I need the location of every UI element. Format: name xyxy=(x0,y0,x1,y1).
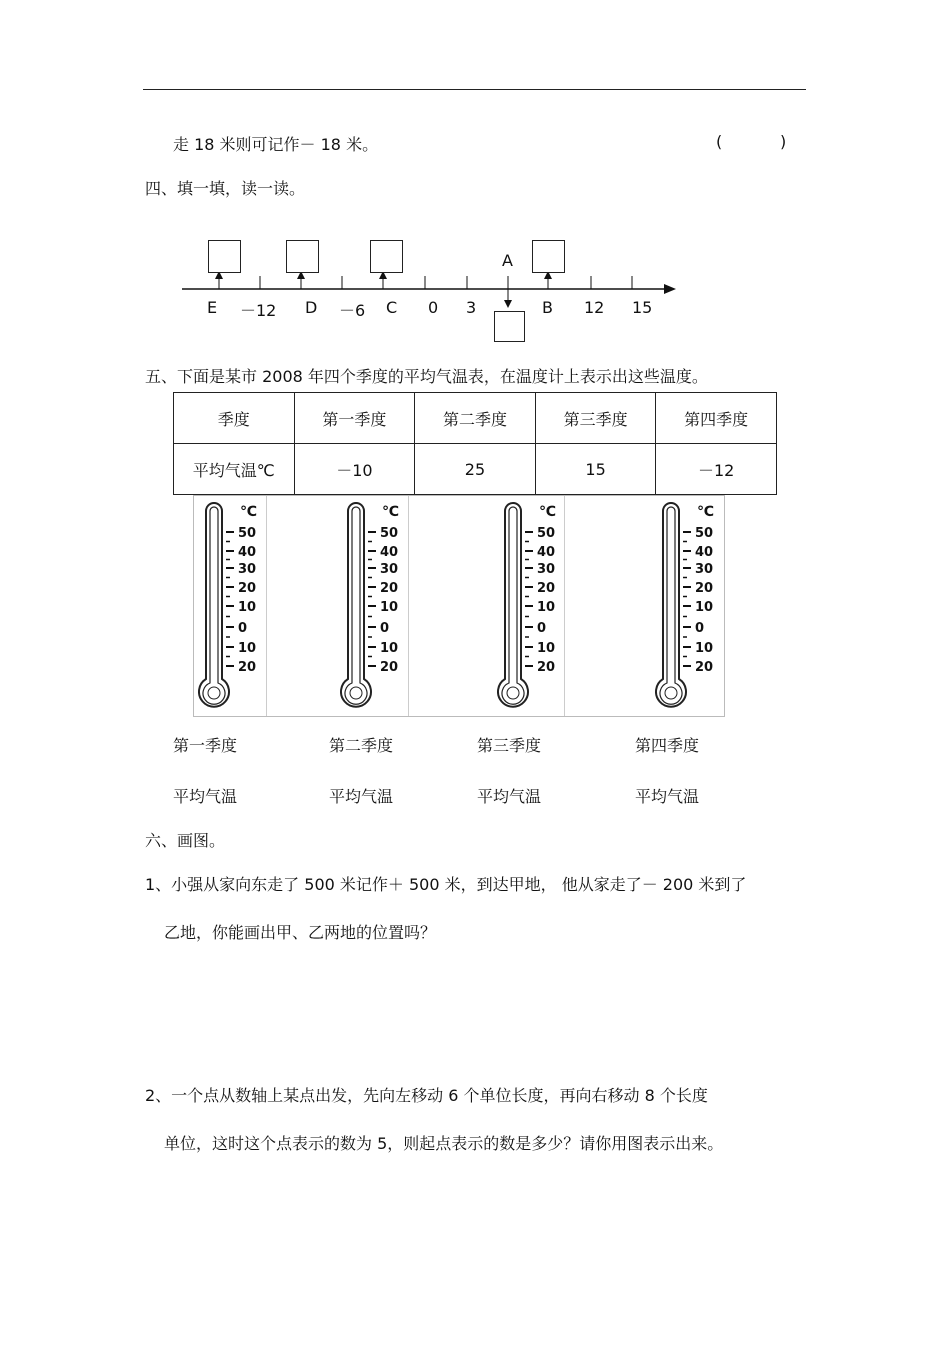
label-12: 12 xyxy=(584,298,605,317)
thermometer-scale-label: 40 xyxy=(695,545,714,560)
label-0: 0 xyxy=(428,298,439,317)
section5-title: 五、下面是某市 2008 年四个季度的平均气温表，在温度计上表示出这些温度。 xyxy=(145,367,708,386)
thermometer-scale-label: 50 xyxy=(380,526,399,541)
table-cell: －10 xyxy=(294,444,415,495)
thermometer-scale-label: 0 xyxy=(537,621,547,636)
thermometer-scale-label: 30 xyxy=(537,562,556,577)
answer-box-B[interactable] xyxy=(532,240,565,273)
thermometer-4[interactable] xyxy=(655,497,725,717)
answer-box-E[interactable] xyxy=(208,240,241,273)
temperature-table xyxy=(173,392,777,495)
thermometer-scale-label: 10 xyxy=(380,641,399,656)
section6-title: 六、画图。 xyxy=(145,831,226,850)
thermometer-scale-label: 20 xyxy=(537,581,556,596)
thermometer-scale-label: 30 xyxy=(695,562,714,577)
thermometer-unit: ℃ xyxy=(382,504,399,520)
thermometer-scale-label: 40 xyxy=(537,545,556,560)
caption-label: 平均气温 xyxy=(329,787,394,806)
label-B: B xyxy=(542,298,553,317)
answer-box-D[interactable] xyxy=(286,240,319,273)
continued-statement: 走 18 米则可记作－ 18 米。 xyxy=(173,135,379,154)
thermometer-unit: ℃ xyxy=(240,504,257,520)
thermometer-scale-label: 40 xyxy=(380,545,399,560)
thermometer-1[interactable] xyxy=(198,497,268,717)
label-C: C xyxy=(386,298,398,317)
table-cell: 平均气温℃ xyxy=(174,444,295,495)
number-line xyxy=(175,232,685,342)
question1-line1: 1、小强从家向东走了 500 米记作＋ 500 米，到达甲地， 他从家走了－ 200 米到了 xyxy=(145,875,747,894)
thermometer-unit: ℃ xyxy=(697,504,714,520)
table-cell: 第四季度 xyxy=(656,393,777,444)
caption-label: 平均气温 xyxy=(635,787,700,806)
table-row xyxy=(174,444,777,495)
thermometer-scale-label: 0 xyxy=(380,621,390,636)
table-cell: －12 xyxy=(656,444,777,495)
thermometer-scale-label: 0 xyxy=(238,621,248,636)
thermometer-scale-label: 10 xyxy=(380,600,399,615)
thermometer-scale-label: 20 xyxy=(695,581,714,596)
table-header-row xyxy=(174,393,777,444)
label-minus-12: －12 xyxy=(240,301,277,320)
caption-season: 第三季度 xyxy=(477,736,542,755)
thermometer-scale-label: 50 xyxy=(537,526,556,541)
table-cell: 15 xyxy=(535,444,656,495)
table-cell: 第三季度 xyxy=(535,393,656,444)
caption-season: 第二季度 xyxy=(329,736,394,755)
table-cell: 25 xyxy=(415,444,536,495)
section4-title: 四、填一填，读一读。 xyxy=(145,179,306,198)
thermometer-scale-label: 10 xyxy=(695,641,714,656)
thermometer-scale-label: 30 xyxy=(380,562,399,577)
table-cell: 季度 xyxy=(174,393,295,444)
thermometer-scale-label: 20 xyxy=(238,660,257,675)
label-15: 15 xyxy=(632,298,653,317)
thermometer-scale-label: 10 xyxy=(537,641,556,656)
thermometer-scale-label: 20 xyxy=(380,660,399,675)
caption-label: 平均气温 xyxy=(173,787,238,806)
thermometer-3[interactable] xyxy=(497,497,567,717)
thermometer-scale-label: 10 xyxy=(238,641,257,656)
thermometer-scale-label: 50 xyxy=(695,526,714,541)
thermometer-2[interactable] xyxy=(340,497,410,717)
thermometer-scale-label: 10 xyxy=(695,600,714,615)
thermometer-scale-label: 20 xyxy=(380,581,399,596)
thermometer-scale-label: 0 xyxy=(695,621,705,636)
answer-box-C[interactable] xyxy=(370,240,403,273)
thermometer-unit: ℃ xyxy=(539,504,556,520)
label-A: A xyxy=(502,251,513,270)
thermometer-scale-label: 20 xyxy=(537,660,556,675)
answer-paren-close: ) xyxy=(780,132,787,151)
caption-label: 平均气温 xyxy=(477,787,542,806)
thermometer-scale-label: 20 xyxy=(695,660,714,675)
label-minus-6: －6 xyxy=(339,301,366,320)
thermometer-panel xyxy=(193,495,725,717)
header-rule xyxy=(143,89,806,90)
thermometer-scale-label: 10 xyxy=(537,600,556,615)
thermometer-scale-label: 40 xyxy=(238,545,257,560)
caption-season: 第一季度 xyxy=(173,736,238,755)
label-D: D xyxy=(305,298,318,317)
answer-box-A[interactable] xyxy=(494,311,525,342)
thermometer-scale-label: 30 xyxy=(238,562,257,577)
table-cell: 第二季度 xyxy=(415,393,536,444)
question1-line2: 乙地，你能画出甲、乙两地的位置吗？ xyxy=(164,923,437,942)
table-cell: 第一季度 xyxy=(294,393,415,444)
thermometer-scale-label: 20 xyxy=(238,581,257,596)
answer-paren-open: ( xyxy=(716,132,723,151)
label-3: 3 xyxy=(466,298,477,317)
thermometer-scale-label: 10 xyxy=(238,600,257,615)
caption-season: 第四季度 xyxy=(635,736,700,755)
thermometer-scale-label: 50 xyxy=(238,526,257,541)
question2-line2: 单位，这时这个点表示的数为 5，则起点表示的数是多少？请你用图表示出来。 xyxy=(164,1134,724,1153)
question2-line1: 2、一个点从数轴上某点出发，先向左移动 6 个单位长度，再向右移动 8 个长度 xyxy=(145,1086,708,1105)
label-E: E xyxy=(207,298,218,317)
